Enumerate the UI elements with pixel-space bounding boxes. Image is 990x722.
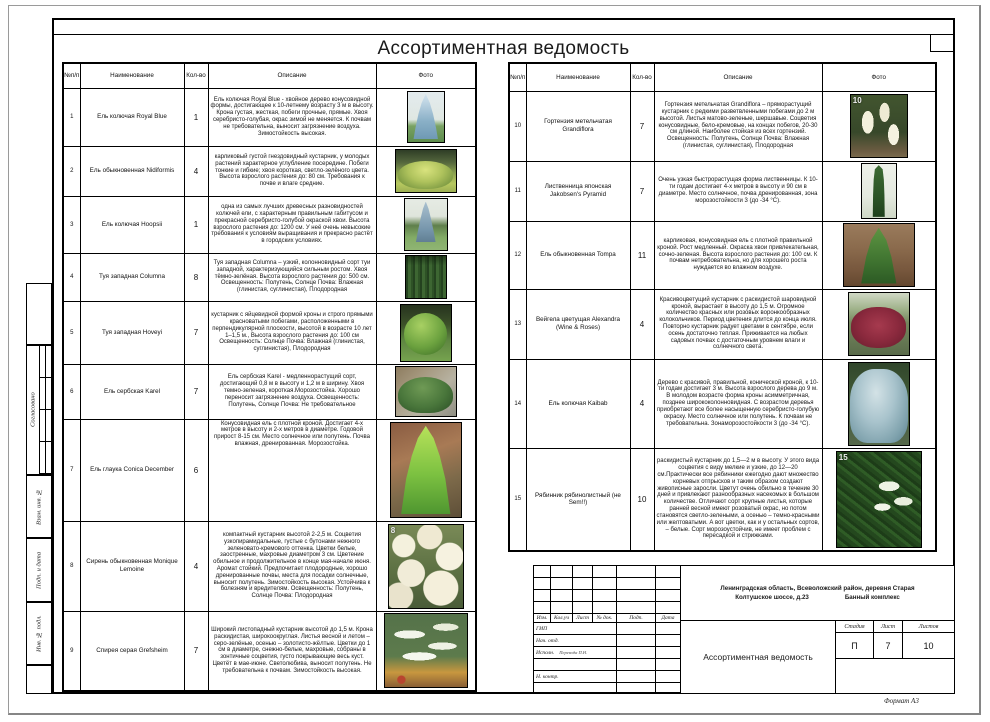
plant-row — [509, 359, 936, 448]
revision-empty-cell — [573, 602, 593, 614]
side-strip-empty-box-bottom — [26, 665, 52, 694]
plant-quantity: 7 — [184, 301, 208, 364]
plant-photo-cell — [376, 146, 476, 196]
signature-cell — [617, 671, 656, 683]
table-header-row — [509, 63, 936, 91]
plant-name: Вейгела цветущая Alexandra (Wine & Roses) — [526, 289, 630, 359]
plant-name: Туя западная Columna — [80, 253, 184, 301]
side-strip-replace-inv-box — [26, 475, 52, 538]
revision-empty-cell — [551, 566, 573, 578]
revision-empty-cell — [617, 602, 656, 614]
plant-description: Конусовидная ель с плотной кроной. Достигает 4-х метров в высоту и 2-х метров в диаметре. Годовой прирост 8-15 см. Место солнечное или полутень. Почва влажная, дренированная. Морозостойка. — [208, 419, 376, 521]
plant-photo-cell — [376, 253, 476, 301]
plant-photo-cell — [376, 364, 476, 419]
row-number: 14 — [509, 359, 526, 448]
plant-quantity: 4 — [630, 359, 654, 448]
plant-photo — [407, 91, 445, 143]
object-name: Банный комплекс — [844, 594, 900, 601]
row-number: 5 — [63, 301, 80, 364]
plant-quantity: 7 — [630, 91, 654, 161]
revision-empty-cell — [573, 590, 593, 602]
plant-photo-cell — [822, 161, 936, 221]
revision-column-header: Подп. — [617, 614, 656, 623]
revision-empty-cell — [534, 590, 551, 602]
column-header-photo: Фото — [822, 63, 936, 91]
revision-column-header: Изм. — [534, 614, 551, 623]
column-header-photo: Фото — [376, 63, 476, 88]
revision-empty-cell — [617, 578, 656, 590]
revision-empty-cell — [593, 590, 617, 602]
row-number: 12 — [509, 221, 526, 289]
plant-name: Ель колючая Kaibab — [526, 359, 630, 448]
plant-name: Ель глаука Conica December — [80, 419, 184, 521]
stage-header: Стадия — [836, 621, 874, 633]
plant-photo-cell — [376, 196, 476, 253]
plant-photo-cell — [822, 221, 936, 289]
plant-photo — [861, 163, 897, 219]
revision-empty-cell — [656, 578, 681, 590]
revision-column-header: Лист — [573, 614, 593, 623]
role-label: ГИП — [536, 625, 548, 632]
plant-description: кустарник с яйцевидной формой кроны и строго прямыми красноватыми побегами, расположенными в перпендикулярной плоскости, высотой в возрасте 10 лет 1–1,5 м., Высота взрослого растения до: 100 см Освещенность: Солнце Почва: Влажная (глинистая, суглинистая), Плодородная — [208, 301, 376, 364]
plant-row — [509, 289, 936, 359]
stage-value: П — [836, 633, 874, 659]
plant-quantity: 6 — [184, 419, 208, 521]
revision-empty-cell — [593, 566, 617, 578]
title-block-right — [681, 566, 954, 693]
plant-description: Красивоцветущий кустарник с раскидистой шаровидной кроной, вырастает в высоту до 1,5 м. Огромное количество красных или розовых воронкообразных колокольчиков. Период цветения длится до конца июля. Повторно кустарник радует цветами в сентябре, если осень достаточно теплая. Приживается на любых садовых почвах с достаточным уровнем влаги и солнечного света. — [654, 289, 822, 359]
plant-photo — [388, 524, 464, 609]
photo-number-label: 8 — [390, 525, 396, 535]
plant-quantity: 7 — [630, 161, 654, 221]
plant-photo — [405, 255, 447, 299]
revision-empty-cell — [551, 590, 573, 602]
sheets-value: 10 — [903, 633, 954, 659]
sign-date-label: Подп. и дата — [35, 551, 43, 589]
plant-photo-cell — [822, 359, 936, 448]
plant-photo-cell — [822, 448, 936, 551]
plant-quantity: 4 — [184, 146, 208, 196]
plant-description: Дерево с красивой, правильной, конической кроной, к 10-ти годам достигает 3 м. Высота взрослого дерева до 9 м. В молодом возрасте форма кроны асимметричная, позднее ширококолонновидная. С возрастом деревья приобретают все более насыщенную серебристо-голубую окраску. Место солнечное или полутень. К почвам не требовательна. Зонаморозостойкости 3 (до -34 °С). — [654, 359, 822, 448]
revision-grid — [534, 566, 681, 693]
plant-description: карликовый густой гнездовидный кустарник, у молодых растений характерное углубление посередине. Побеги тонкие и гибкие; хвоя короткая, светло-зелёного цвета. Высота взрослого растения до: 80 см. Требования к почве и влаге средние. — [208, 146, 376, 196]
approved-label: Согласовано — [29, 392, 37, 428]
plant-photo-cell — [376, 419, 476, 521]
column-header-qty: Кол-во — [184, 63, 208, 88]
row-number: 7 — [63, 419, 80, 521]
revision-empty-cell — [551, 602, 573, 614]
address-line1: Ленинградская область, Всеволожский район, деревня Старая — [720, 585, 915, 592]
inv-orig-label: Инв. № подл. — [35, 615, 43, 652]
signature-cell — [617, 683, 656, 693]
signature-cell — [617, 623, 656, 635]
plant-quantity: 1 — [184, 196, 208, 253]
revision-empty-cell — [617, 590, 656, 602]
revision-empty-cell — [551, 578, 573, 590]
column-header-name: Наименование — [80, 63, 184, 88]
plant-name: Ель колючая Royal Blue — [80, 88, 184, 146]
revision-empty-cell — [656, 602, 681, 614]
corner-reference-box — [930, 34, 953, 52]
plant-description: Ель сербская Karel - медленнорастущий сорт, достигающий 0,8 м в высоту и 1,2 м в ширину. Хвоя темно-зеленая, короткая.Морозостойка. Хорошо переносит загрязнение воздуха. Освещенность: Полутень, Солнце Почва: Не требовательное — [208, 364, 376, 419]
plant-name: Гортензия метельчатая Grandiflora — [526, 91, 630, 161]
plant-table-left — [62, 62, 477, 692]
plant-description: одна из самых лучших древесных разновидностей колючей ели, с характерным правильным габитусом и прекрасной серебристо-голубой окраской хвои. Высота взрослого растения до: 1200 см. У неё очень невысокие требования к условиям выращивания и прекрасно растёт в городских условиях. — [208, 196, 376, 253]
plant-row — [509, 221, 936, 289]
sheet-value: 7 — [874, 633, 903, 659]
plant-photo — [850, 94, 908, 158]
signature-cell — [617, 635, 656, 647]
plant-description: карликовая, конусовидная ель с плотной правильной кроной. Рост медленный. Окраска хвои привлекательная, сочно-зеленая. Высота взрослого растения до: 100 см. К почвам нетребовательна, но для хорошего роста нуждается во влажном воздухе. — [654, 221, 822, 289]
plant-photo — [848, 362, 910, 446]
row-number: 4 — [63, 253, 80, 301]
side-strip-empty-box — [26, 283, 52, 345]
column-header-num: №п/п — [509, 63, 526, 91]
plant-name: Ель сербская Karel — [80, 364, 184, 419]
plant-description: раскидистый кустарник до 1,5—2 м в высоту. У этого вида соцветия с виду мелкие и узкие, до 12—20 см.Практически все рябинники ежегодно дают множество корневых отпрысков и таким образом создают живописные заросли. Цветут очень обильно в течение 30 дней и привлекают разнообразных насекомых в большом количестве. Отличают сорт крупные листья, которые ранней весной имеют розоватый окрас, но потом становятся светло-зелеными, а осенью – темно-красными или желтоватыми. А вот цветки, как и у остальных сортов, – белые. Сорт морозоустойчив, не имеет проблем с пересадкой и стрижками. — [654, 448, 822, 551]
document-name: Ассортиментная ведомость — [681, 621, 836, 693]
role-cell — [534, 635, 617, 647]
address-line2: Колтушское шоссе, д.23 — [735, 594, 809, 601]
photo-number-label: 10 — [852, 96, 862, 105]
row-number: 13 — [509, 289, 526, 359]
role-cell — [534, 683, 617, 693]
side-strip-sign-date-box — [26, 538, 52, 602]
role-cell — [534, 671, 617, 683]
plant-row — [63, 419, 476, 521]
plant-photo — [404, 198, 448, 251]
row-number: 2 — [63, 146, 80, 196]
role-label: Н. контр. — [536, 673, 559, 680]
plant-description: Ель колючая Royal Blue - хвойное дерево конусовидной формы, достигающее к 10-летнему возрасту 3 м в высоту. Крона густая, жесткая, побеги прочные, прямые. Хвоя серебристо-голубая, окрас зимой не меняется. К почвам не требовательна, выносит загрязнение воздуха. Зимостойкость высокая. — [208, 88, 376, 146]
column-header-desc: Описание — [654, 63, 822, 91]
date-cell — [656, 683, 681, 693]
side-strip-inv-orig-box — [26, 602, 52, 665]
plant-photo-cell — [376, 611, 476, 691]
revision-empty-cell — [573, 566, 593, 578]
side-strip-approved-box — [26, 345, 52, 475]
plant-photo — [400, 304, 452, 362]
plant-row — [63, 88, 476, 146]
row-number: 11 — [509, 161, 526, 221]
plant-row — [63, 301, 476, 364]
plant-photo — [848, 292, 910, 356]
role-cell — [534, 623, 617, 635]
plant-photo-cell — [376, 521, 476, 611]
date-cell — [656, 659, 681, 671]
revision-column-header: Дата — [656, 614, 681, 623]
plant-quantity: 7 — [184, 364, 208, 419]
revision-column-header: Кол.уч — [551, 614, 573, 623]
revision-empty-cell — [534, 578, 551, 590]
date-cell — [656, 635, 681, 647]
plant-row — [509, 448, 936, 551]
date-cell — [656, 647, 681, 659]
row-number: 9 — [63, 611, 80, 691]
plant-photo — [390, 422, 462, 518]
plant-name: Сирень обыкновенная Monique Lemoine — [80, 521, 184, 611]
row-number: 10 — [509, 91, 526, 161]
plant-row — [509, 161, 936, 221]
plant-name: Ель обыкновенная Tompa — [526, 221, 630, 289]
plant-row — [63, 521, 476, 611]
plant-name: Спирея серая Grefsheim — [80, 611, 184, 691]
approved-signature-grid — [39, 346, 51, 474]
plant-description: Туя западная Columna – узкий, колонновидный сорт туи западной, характеризующийся сильным ростом. Хвоя тёмно-зелёная. Высота взрослого растения до: 500 см. Освещенность: Полутень, Солнце Почва: Влажная (глинистая, суглинистая), Плодородная — [208, 253, 376, 301]
revision-empty-cell — [656, 566, 681, 578]
plant-quantity: 8 — [184, 253, 208, 301]
role-label: Нач. отд. — [536, 637, 559, 644]
revision-empty-cell — [573, 578, 593, 590]
title-block — [533, 565, 955, 694]
plant-photo — [843, 223, 915, 287]
revision-empty-cell — [593, 578, 617, 590]
plant-photo-cell — [376, 301, 476, 364]
plant-name: Рябинник рябинолистный (не Sem!!) — [526, 448, 630, 551]
plant-description: Гортензия метельчатая Grandiflora – пряморастущий кустарник с редкими разветвленными побегами до 2 м высотой. Листья матово-зеленые, шершавые. Соцветия конусовидные, бело-кремовые, на концах побегов, 20-30 см длиной. Наиболее стойкая из всех гортензий. Освещенность: Полутень, Солнце Почва: Влажная (глинистая, суглинистая), Плодородная — [654, 91, 822, 161]
plant-row — [63, 364, 476, 419]
page-title: Ассортиментная ведомость — [377, 38, 630, 59]
plant-description: Широкий листопадный кустарник высотой до 1,5 м. Крона раскидистая, широкоокруглая. Листья весной и летом – серо-зелёные, осенью – золотисто-жёлтые. Цветки до 1 см в диаметре, снежно-белые, махровые, собраны в зонтичные соцветия, густо покрывающие весь куст. Цветёт в мае-июне. Светолюбива, выносит полутень. Не требовательна к почвам. Зимостойкость высокая. — [208, 611, 376, 691]
row-number: 6 — [63, 364, 80, 419]
plant-row — [63, 253, 476, 301]
plant-photo — [395, 366, 457, 417]
row-number: 8 — [63, 521, 80, 611]
plant-quantity: 4 — [184, 521, 208, 611]
role-label: Исполн. — [536, 649, 555, 656]
date-cell — [656, 671, 681, 683]
plant-quantity: 7 — [184, 611, 208, 691]
photo-number-label: 15 — [838, 452, 848, 462]
revision-empty-cell — [593, 602, 617, 614]
plant-row — [63, 611, 476, 691]
replace-inv-label: Взам. инв. № — [35, 488, 43, 525]
row-number: 3 — [63, 196, 80, 253]
row-number: 1 — [63, 88, 80, 146]
plant-photo — [395, 149, 457, 193]
sheet-header: Лист — [874, 621, 903, 633]
plant-row — [509, 91, 936, 161]
revision-empty-cell — [534, 602, 551, 614]
executor-name: Перевода П.Н. — [559, 650, 588, 655]
plant-photo-cell — [376, 88, 476, 146]
column-header-name: Наименование — [526, 63, 630, 91]
column-header-desc: Описание — [208, 63, 376, 88]
row-number: 15 — [509, 448, 526, 551]
date-cell — [656, 623, 681, 635]
plant-photo — [384, 613, 468, 688]
revision-empty-cell — [534, 566, 551, 578]
signature-cell — [617, 647, 656, 659]
column-header-num: №п/п — [63, 63, 80, 88]
plant-quantity: 11 — [630, 221, 654, 289]
role-cell — [534, 659, 617, 671]
plant-row — [63, 146, 476, 196]
signature-cell — [617, 659, 656, 671]
column-header-qty: Кол-во — [630, 63, 654, 91]
plant-photo — [836, 451, 922, 548]
title-band-divider — [54, 34, 953, 35]
plant-description: компактный кустарник высотой 2-2,5 м. Соцветия узкопирамидальные, густые с бутонами нежного зеленовато-кремового оттенка. Цветки белые, заостренные, махровые диаметром 3 см. Цветение обильное и продолжительное в конце мая-начале июня. Аромат стойкий. Предпочитает плодородные, хорошо дренированные почвы, места для посадки солнечные, выносит полутень. Зимостойкость высокая. Устойчива к болезням и вредителям. Освещенность: Полутень, Солнце Почва: Плодородная — [208, 521, 376, 611]
table-header-row — [63, 63, 476, 88]
plant-name: Ель колючая Hoopsii — [80, 196, 184, 253]
plant-photo-cell — [822, 91, 936, 161]
revision-column-header: № док. — [593, 614, 617, 623]
plant-name: Туя западная Hoveyi — [80, 301, 184, 364]
plant-description: Очень узкая быстрорастущая форма лиственницы. К 10-ти годам достигает 4-х метров в высоту и 90 см в диаметре. Место солнечное, почва дренированная, зона морозостойкости 3 (до -34 °С). — [654, 161, 822, 221]
plant-quantity: 1 — [184, 88, 208, 146]
approval-empty-cell — [836, 659, 954, 693]
plant-quantity: 4 — [630, 289, 654, 359]
plant-table-right — [508, 62, 937, 552]
stage-grid — [836, 621, 954, 693]
plant-quantity: 10 — [630, 448, 654, 551]
sheets-header: Листов — [903, 621, 954, 633]
plant-name: Лиственница японская Jakobsen's Pyramid — [526, 161, 630, 221]
plant-row — [63, 196, 476, 253]
format-label: Формат А3 — [884, 697, 919, 705]
plant-name: Ель обыкновенная Nidiformis — [80, 146, 184, 196]
plant-photo-cell — [822, 289, 936, 359]
project-address — [681, 566, 954, 621]
revision-empty-cell — [656, 590, 681, 602]
role-cell — [534, 647, 617, 659]
revision-empty-cell — [617, 566, 656, 578]
